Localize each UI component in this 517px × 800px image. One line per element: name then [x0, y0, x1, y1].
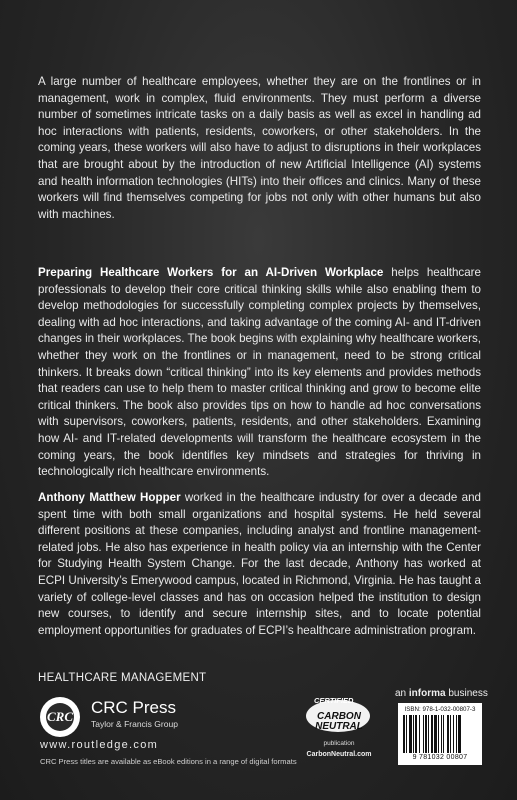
carbon-neutral-url: CarbonNeutral.com [306, 751, 372, 758]
carbon-certified-label: CERTIFIED [314, 696, 354, 705]
informa-business-label: an informa business [395, 688, 488, 699]
isbn-number: ISBN: 978-1-032-00807-3 [404, 706, 476, 713]
ebook-note: CRC Press titles are available as eBook editions in a range of digital formats [40, 757, 297, 766]
crc-logo-text: CRC [46, 709, 73, 724]
barcode-number: 9 781032 00807 [412, 754, 468, 761]
author-bio-text: worked in the healthcare industry for over a decade and spent time with both small organizations and hospital systems. He held several different positions at these companies, including analyst and frontline management-related jobs. He also has experience in health policy via an internship with the Center for Studying Health System Change. For the last decade, Anthony has worked at ECPI University’s Emerywood campus, located in Richmond, Virginia. He has taught a variety of college-level classes and has on occasion helped the institution to design new courses, to identify and secure internship sites, and to locate potential employment opportunities for graduates of ECPI’s healthcare administration program. [38, 491, 481, 637]
category-label: HEALTHCARE MANAGEMENT [38, 672, 207, 684]
author-name: Anthony Matthew Hopper [38, 491, 181, 504]
publisher-website: www.routledge.com [40, 739, 159, 751]
isbn-barcode [398, 703, 482, 765]
carbon-publication-label: publication [323, 740, 355, 747]
book-summary-paragraph [38, 265, 481, 481]
publisher-group: Taylor & Francis Group [91, 719, 178, 729]
description-paragraph: A large number of healthcare employees, whether they are on the frontlines or in management, work in complex, fluid environments. They must perform a diverse number of sometimes intricate tasks on a daily basis as well as excel in handling ad hoc interactions with patients, residents, coworkers, or other stakeholders. In the coming years, these workers will also have to adjust to disruptions in their workplaces that are brought about by the introduction of new Artificial Intelligence (AI) systems and health information technologies (HITs) into their offices and clinics. Many of these workers will find themselves competing for jobs not only with other humans but also with machines. [38, 75, 481, 221]
carbon-neutral-logo-icon [300, 694, 378, 764]
book-summary-text: helps healthcare professionals to develop their core critical thinking skills while also enabling them to develop methodologies for successfully completing complex projects by themselves, dealing with ad hoc interactions, and taking advantage of the coming AI- and IT-driven changes in their workplaces. The book begins with explaining why healthcare workers, whether they work on the frontlines or in management, need to be strong critical thinkers. It breaks down “critical thinking” into its key elements and provides methods that readers can use to help them to master critical thinking and grow to become elite critical thinkers. The book also provides tips on how to handle ad hoc conversations with supervisors, coworkers, patients, residents, and other stakeholders. Examining how AI- and IT-related developments will transform the healthcare ecosystem in the coming years, the book identifies key mindsets and strategies for thriving in technologically rich healthcare environments. [38, 266, 481, 479]
publisher-name: CRC Press [91, 698, 177, 717]
barcode-bars-icon [403, 715, 477, 753]
carbon-neutral-mark: CARBON NEUTRAL [315, 711, 363, 732]
book-title: Preparing Healthcare Workers for an AI-Driven Workplace [38, 266, 384, 279]
crc-logo-icon [40, 697, 80, 737]
author-bio-paragraph [38, 490, 481, 639]
